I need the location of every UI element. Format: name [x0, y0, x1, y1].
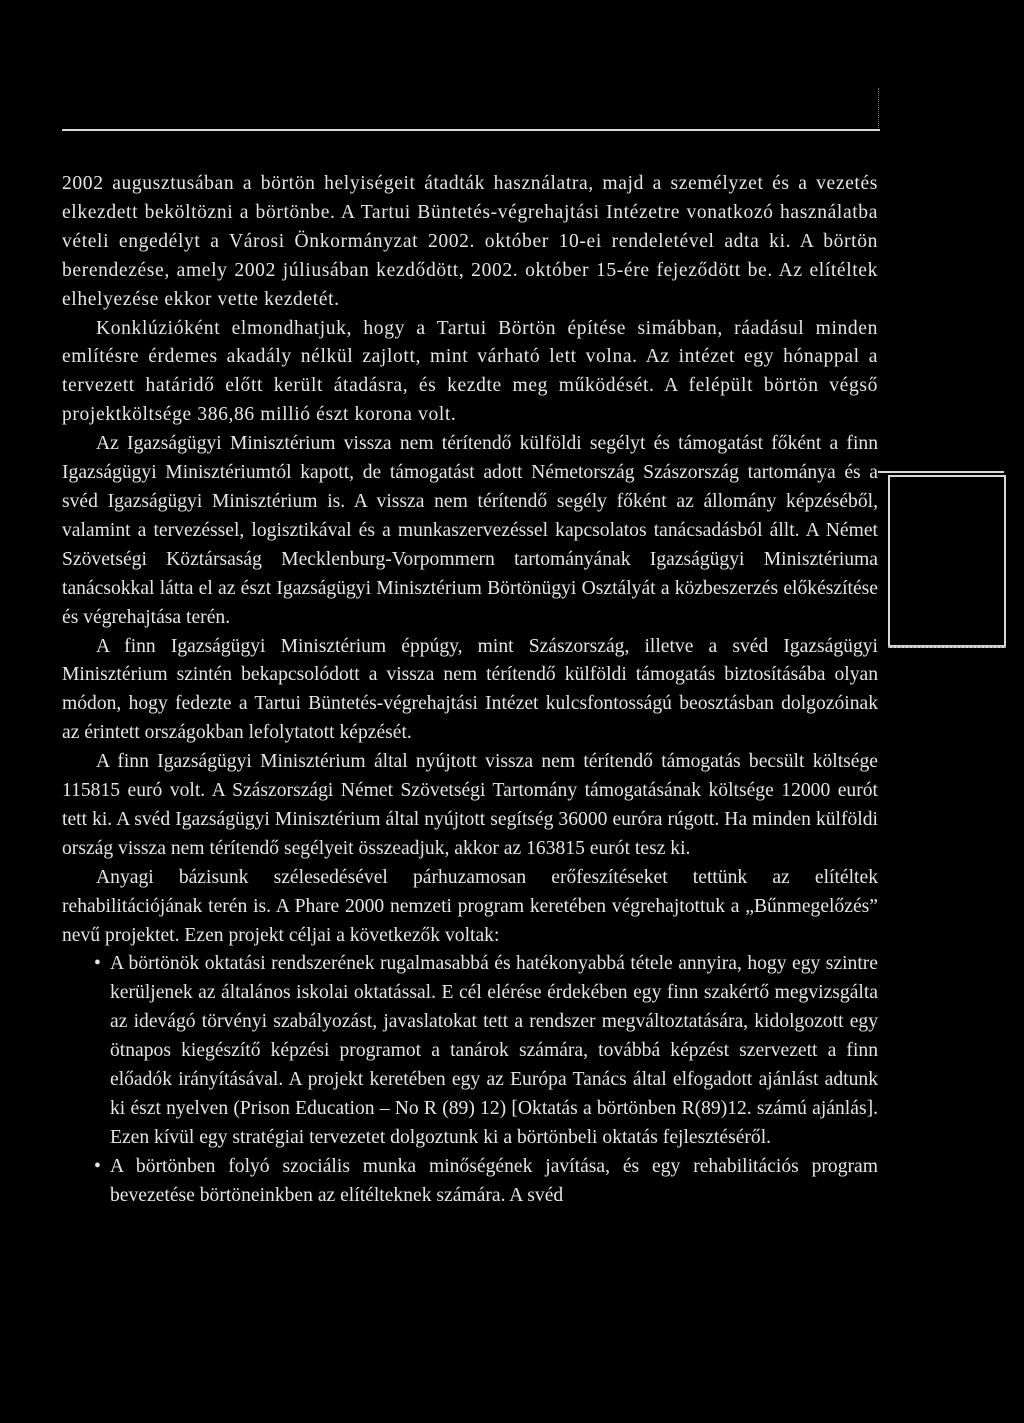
bullet-icon: •	[94, 953, 101, 975]
paragraph-4: A finn Igazságügyi Minisztérium éppúgy, mint Szászország, illetve a svéd Igazságügyi Minisztérium szintén bekapcsolódott a vissza nem térítendő külföldi támogatás biztosításába olyan módon, hogy fedezte a Tartui Büntetés-végrehajtási Intézet kulcsfontosságú beosztásban dolgozóinak az érintett országokban lefolytatott képzését.	[62, 635, 878, 744]
margin-rule	[878, 471, 1004, 473]
paragraph-3: Az Igazságügyi Minisztérium vissza nem térítendő külföldi segélyt és támogatást főként a finn Igazságügyi Minisztériumtól kapott, de támogatást adott Németország Szászország tartománya és a svéd Igazságügyi Minisztérium is. A vissza nem térítendő segély főként az állomány képzéséből, valamint a tervezéssel, logisztikával és a munkaszervezéssel kapcsolatos tanácsadásból állt. A Német Szövetségi Köztársaság Mecklenburg-Vorpommern tartományának Igazságügyi Minisztériuma tanácsokkal látta el az észt Igazságügyi Minisztérium Börtönügyi Osztályát a közbeszerzés előkészítése és végrehajtása terén.	[62, 433, 878, 628]
bullet-icon: •	[94, 1155, 101, 1177]
margin-dotted-rule	[888, 646, 1006, 650]
paragraph-1: 2002 augusztusában a börtön helyiségeit átadták használatra, majd a személyzet és a vezetés elkezdett beköltözni a börtönbe. A Tartui Büntetés-végrehajtási Intézetre vonatkozó használatba vételi engedélyt a Városi Önkormányzat 2002. október 10-ei rendeletével adta ki. A börtön berendezése, amely 2002 júliusában kezdődött, 2002. október 15-ére fejeződött be. Az elítéltek elhelyezése ekkor vette kezdetét.	[62, 173, 878, 310]
paragraph-2: Konklúzióként elmondhatjuk, hogy a Tartui Börtön építése simábban, ráadásul minden említésre érdemes akadály nélkül zajlott, mint várható lett volna. Az intézet egy hónappal a tervezett határidő előtt került átadásra, és kezdte meg működését. A felépült börtön végső projektköltsége 386,86 millió észt korona volt.	[62, 317, 878, 426]
list-item	[62, 950, 878, 1152]
paragraph-5: A finn Igazságügyi Minisztérium által nyújtott vissza nem térítendő támogatás becsült költsége 115815 euró volt. A Szászországi Német Szövetségi Tartomány támogatásának költsége 12000 eurót tett ki. A svéd Igazságügyi Minisztérium által nyújtott segítség 36000 euróra rúgott. Ha minden külföldi ország vissza nem térítendő segélyeit összeadjuk, akkor az 163815 eurót tesz ki.	[62, 751, 878, 859]
list-item-text: A börtönök oktatási rendszerének rugalmasabbá és hatékonyabbá tétele annyira, hogy egy szintre kerüljenek az általános iskolai oktatással. E cél elérése érdekében egy finn szakértő megvizsgálta az idevágó törvényi szabályozást, javaslatokat tett a rendszer megváltoztatására, kidolgozott egy ötnapos kiegészítő képzési programot a tanárok számára, továbbá képzést szervezett a finn előadók irányításával. A projekt keretében egy az Európa Tanács által elfogadott ajánlást adtunk ki észt nyelven (Prison Education – No R (89) 12) [Oktatás a börtönben R(89)12. számú ajánlás]. Ezen kívül egy stratégiai tervezetet dolgoztunk ki a börtönbeli oktatás fejlesztéséről.	[110, 953, 878, 1148]
page-body	[62, 170, 878, 1211]
margin-box	[888, 475, 1006, 648]
paragraph-6: Anyagi bázisunk szélesedésével párhuzamosan erőfeszítéseket tettünk az elítéltek rehabilitációjának terén is. A Phare 2000 nemzeti program keretében végrehajtottuk a „Bűnmegelőzés” nevű projektet. Ezen projekt céljai a következők voltak:	[62, 866, 878, 946]
list-item	[62, 1153, 878, 1211]
project-goals-list	[62, 950, 878, 1210]
header-rule	[62, 129, 880, 131]
list-item-text: A börtönben folyó szociális munka minőségének javítása, és egy rehabilitációs program bevezetése börtöneinkben az elítélteknek számára. A svéd	[110, 1155, 878, 1206]
page-corner-mark	[878, 88, 880, 128]
